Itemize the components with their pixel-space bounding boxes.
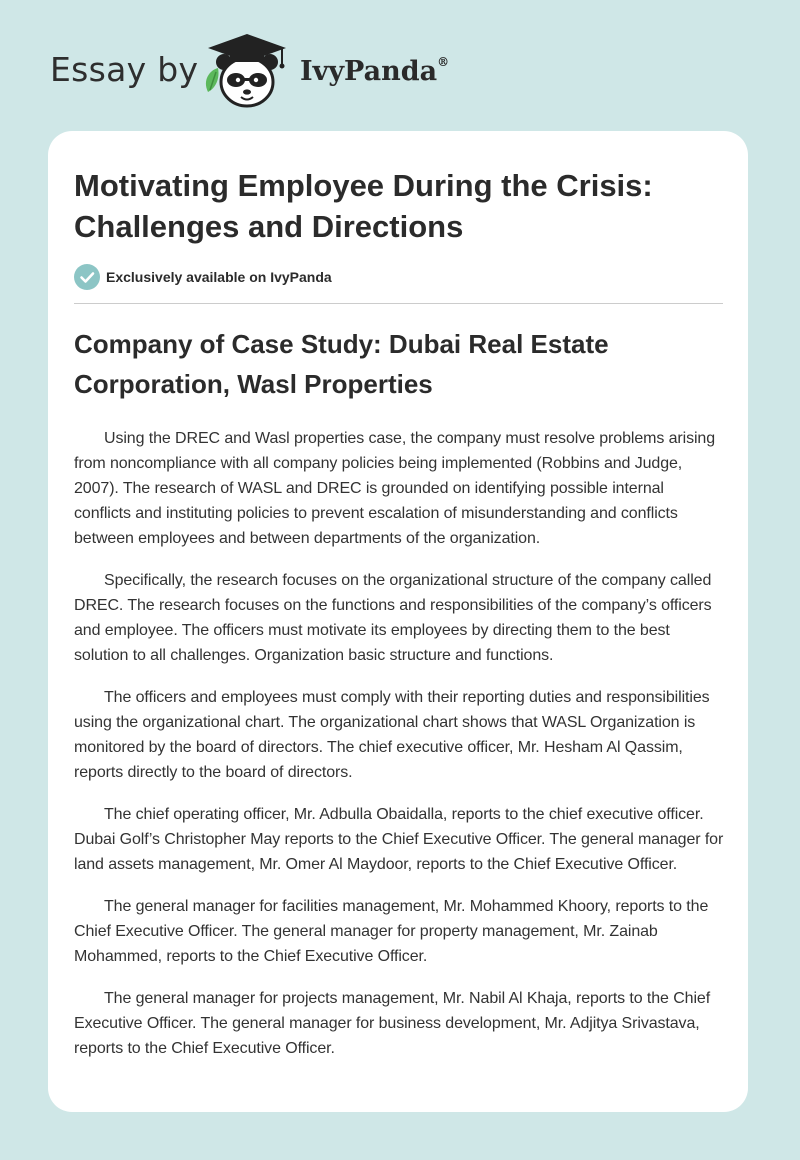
check-circle-icon bbox=[74, 264, 100, 290]
divider bbox=[74, 303, 723, 304]
paragraph: Using the DREC and Wasl properties case, the company must resolve problems arising from noncompliance with all company policies being implemented (Robbins and Judge, 2007). The research of WASL and DREC is grounded on identifying possible internal conflicts and instituting policies to prevent escalation of misunderstanding and conflicts between employees and between departments of the organization. bbox=[74, 430, 716, 547]
registered-mark: ® bbox=[437, 55, 450, 69]
site-header bbox=[50, 28, 550, 108]
brand-name-text: IvyPanda bbox=[300, 56, 438, 87]
paragraph: The officers and employees must comply with their reporting duties and responsibilities using the organizational chart. The organizational chart shows that WASL Organization is monitored by the board of directors. The chief executive officer, Mr. Hesham Al Qassim, reports directly to the board of directors. bbox=[74, 689, 710, 781]
page-title: Motivating Employee During the Crisis: Challenges and Directions bbox=[74, 168, 653, 244]
exclusive-badge bbox=[74, 264, 332, 290]
panda-logo-icon[interactable] bbox=[200, 32, 300, 112]
paragraph: Specifically, the research focuses on the organizational structure of the company called DREC. The research focuses on the functions and responsibilities of the company’s officers and employee. The officers must motivate its employees by directing them to the best solution to all challenges. Organization basic structure and functions. bbox=[74, 572, 712, 664]
ivypanda-brand[interactable] bbox=[300, 56, 449, 87]
exclusive-badge-label: Exclusively available on IvyPanda bbox=[106, 269, 332, 285]
essay-by-label: Essay by bbox=[50, 50, 199, 89]
paragraph: The chief operating officer, Mr. Adbulla Obaidalla, reports to the chief executive officer. Dubai Golf’s Christopher May reports to the Chief Executive Officer. The general manager for land assets management, Mr. Omer Al Maydoor, reports to the Chief Executive Officer. bbox=[74, 806, 724, 873]
paragraph: The general manager for facilities management, Mr. Mohammed Khoory, reports to the Chief Executive Officer. The general manager for property management, Mr. Zainab Mohammed, reports to the Chief Executive Officer. bbox=[74, 898, 709, 965]
article-card bbox=[48, 131, 748, 1112]
article-body bbox=[74, 426, 724, 1078]
paragraph: The general manager for projects management, Mr. Nabil Al Khaja, reports to the Chief Executive Officer. The general manager for business development, Mr. Adjitya Srivastava, reports to the Chief Executive Officer. bbox=[74, 990, 711, 1057]
section-heading: Company of Case Study: Dubai Real Estate Corporation, Wasl Properties bbox=[74, 329, 609, 399]
